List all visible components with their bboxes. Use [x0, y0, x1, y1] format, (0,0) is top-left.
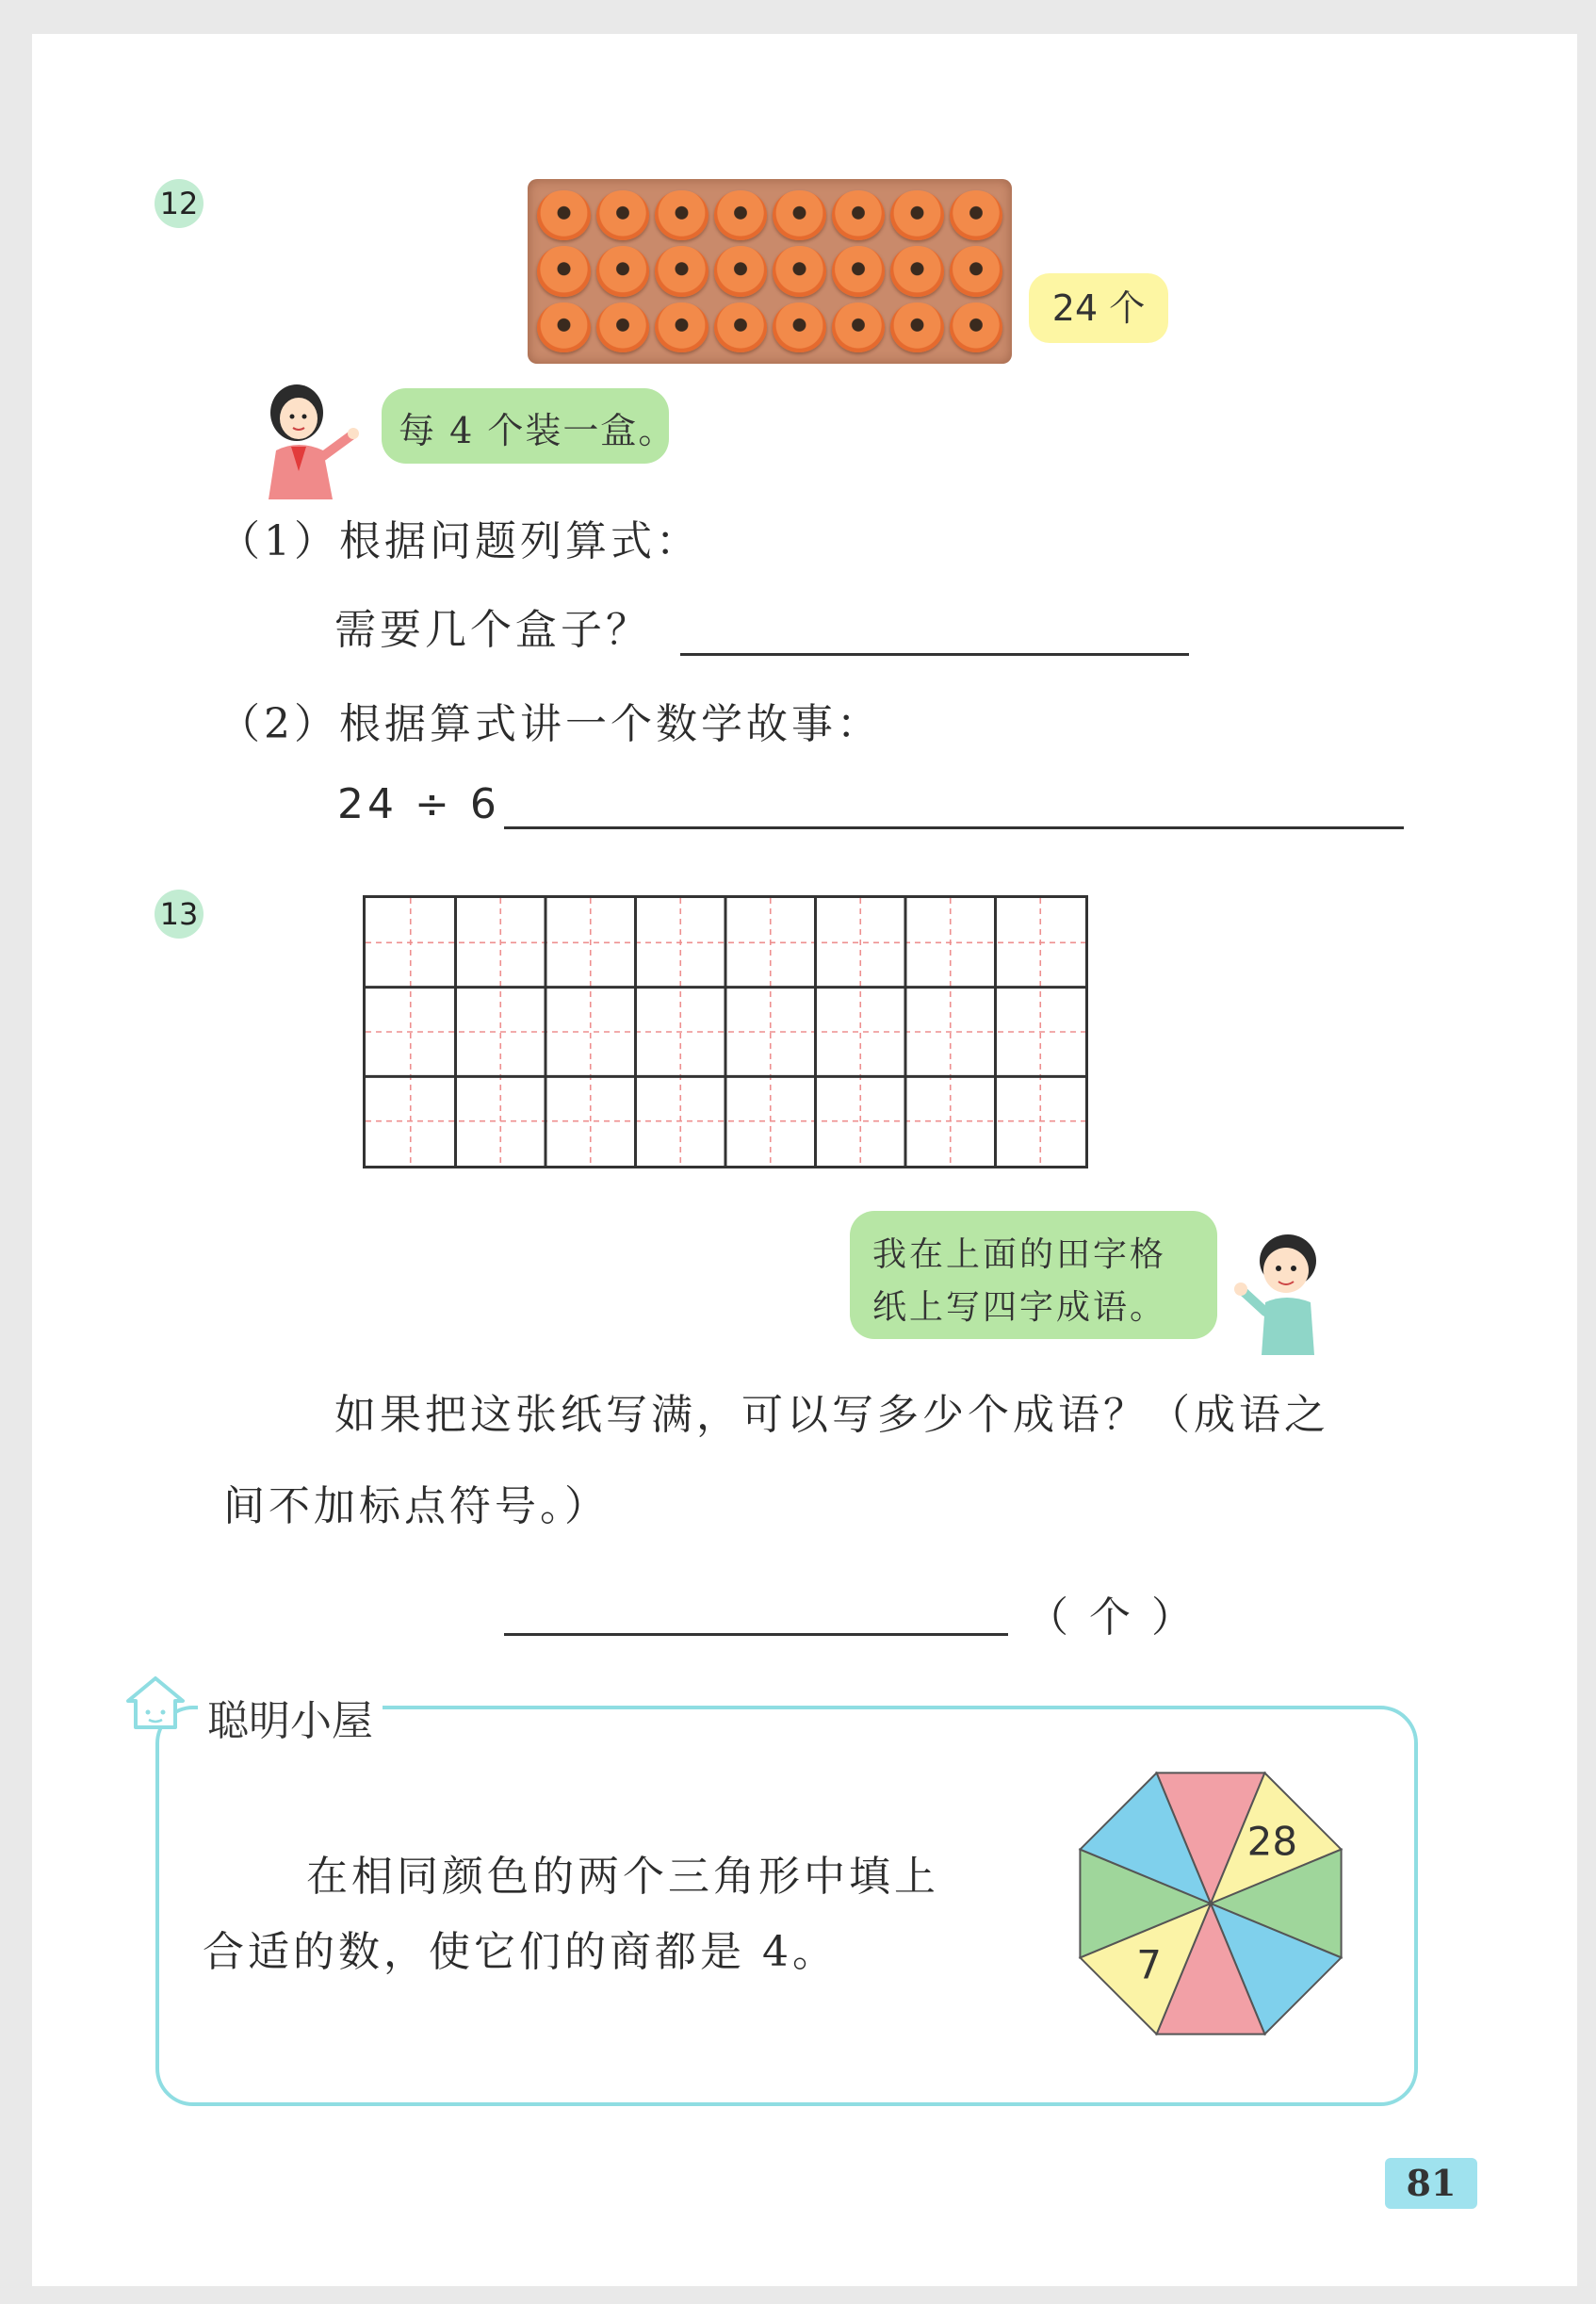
boy-speech-bubble — [850, 1211, 1217, 1339]
smart-corner-title: 聪明小屋 — [198, 1687, 383, 1747]
fruit — [714, 190, 768, 240]
q13-answer-unit: （ 个 ） — [1027, 1593, 1197, 1642]
fruit — [890, 246, 944, 296]
girl-speech-text: 每 4 个装一盒。 — [399, 410, 676, 451]
fruit — [950, 246, 1003, 296]
boy-illustration — [1230, 1223, 1343, 1355]
fruit — [537, 246, 591, 296]
q12-part1-question: 需要几个盒子？ — [334, 606, 651, 654]
question-number-12: 12 — [155, 179, 204, 228]
fruit — [655, 190, 708, 240]
boy-speech-line1: 我在上面的田字格 — [872, 1235, 1167, 1274]
fruit — [596, 302, 650, 352]
fruit — [655, 302, 708, 352]
house-icon — [122, 1673, 188, 1733]
smart-corner-text-line1: 在相同颜色的两个三角形中填上 — [306, 1853, 939, 1901]
octagon-number: 7 — [1136, 1941, 1163, 1988]
fruit — [950, 190, 1003, 240]
fruit — [950, 302, 1003, 352]
fruit — [714, 302, 768, 352]
fruit — [596, 190, 650, 240]
question-number-13: 13 — [155, 890, 204, 939]
q12-part2-label: （2）根据算式讲一个数学故事： — [219, 700, 882, 748]
fruit — [832, 246, 886, 296]
fruit — [537, 190, 591, 240]
fruit — [655, 246, 708, 296]
fruit-tray-image — [528, 179, 1012, 364]
fruit — [714, 246, 768, 296]
girl-illustration — [250, 377, 363, 499]
q12-part1-answer-line[interactable] — [680, 653, 1189, 656]
count-bubble: 24 个 — [1029, 273, 1168, 343]
fruit — [773, 190, 826, 240]
fruit — [537, 302, 591, 352]
fruit — [773, 302, 826, 352]
q12-part2-expression: 24 ÷ 6 — [337, 780, 500, 828]
octagon-puzzle — [1069, 1762, 1352, 2045]
q13-question-line1: 如果把这张纸写满，可以写多少个成语？（成语之 — [334, 1391, 1329, 1439]
octagon-number: 28 — [1246, 1818, 1298, 1865]
fruit — [832, 190, 886, 240]
q13-question-line2: 间不加标点符号。） — [223, 1482, 610, 1530]
fruit-grid — [537, 190, 1002, 352]
fruit — [832, 302, 886, 352]
fruit — [773, 246, 826, 296]
tianzige-lines — [366, 898, 1085, 1166]
fruit — [596, 246, 650, 296]
girl-speech-bubble — [382, 388, 676, 464]
q12-part1-label: （1）根据问题列算式： — [219, 517, 701, 565]
smart-corner-text-line2: 合适的数，使它们的商都是 4。 — [203, 1928, 838, 1976]
fruit — [890, 302, 944, 352]
boy-speech-line2: 纸上写四字成语。 — [872, 1288, 1167, 1327]
q12-part2-answer-line[interactable] — [504, 826, 1404, 829]
fruit — [890, 190, 944, 240]
tianzige-grid — [363, 895, 1088, 1168]
q13-answer-line[interactable] — [504, 1633, 1008, 1636]
page-number: 81 — [1385, 2158, 1477, 2209]
